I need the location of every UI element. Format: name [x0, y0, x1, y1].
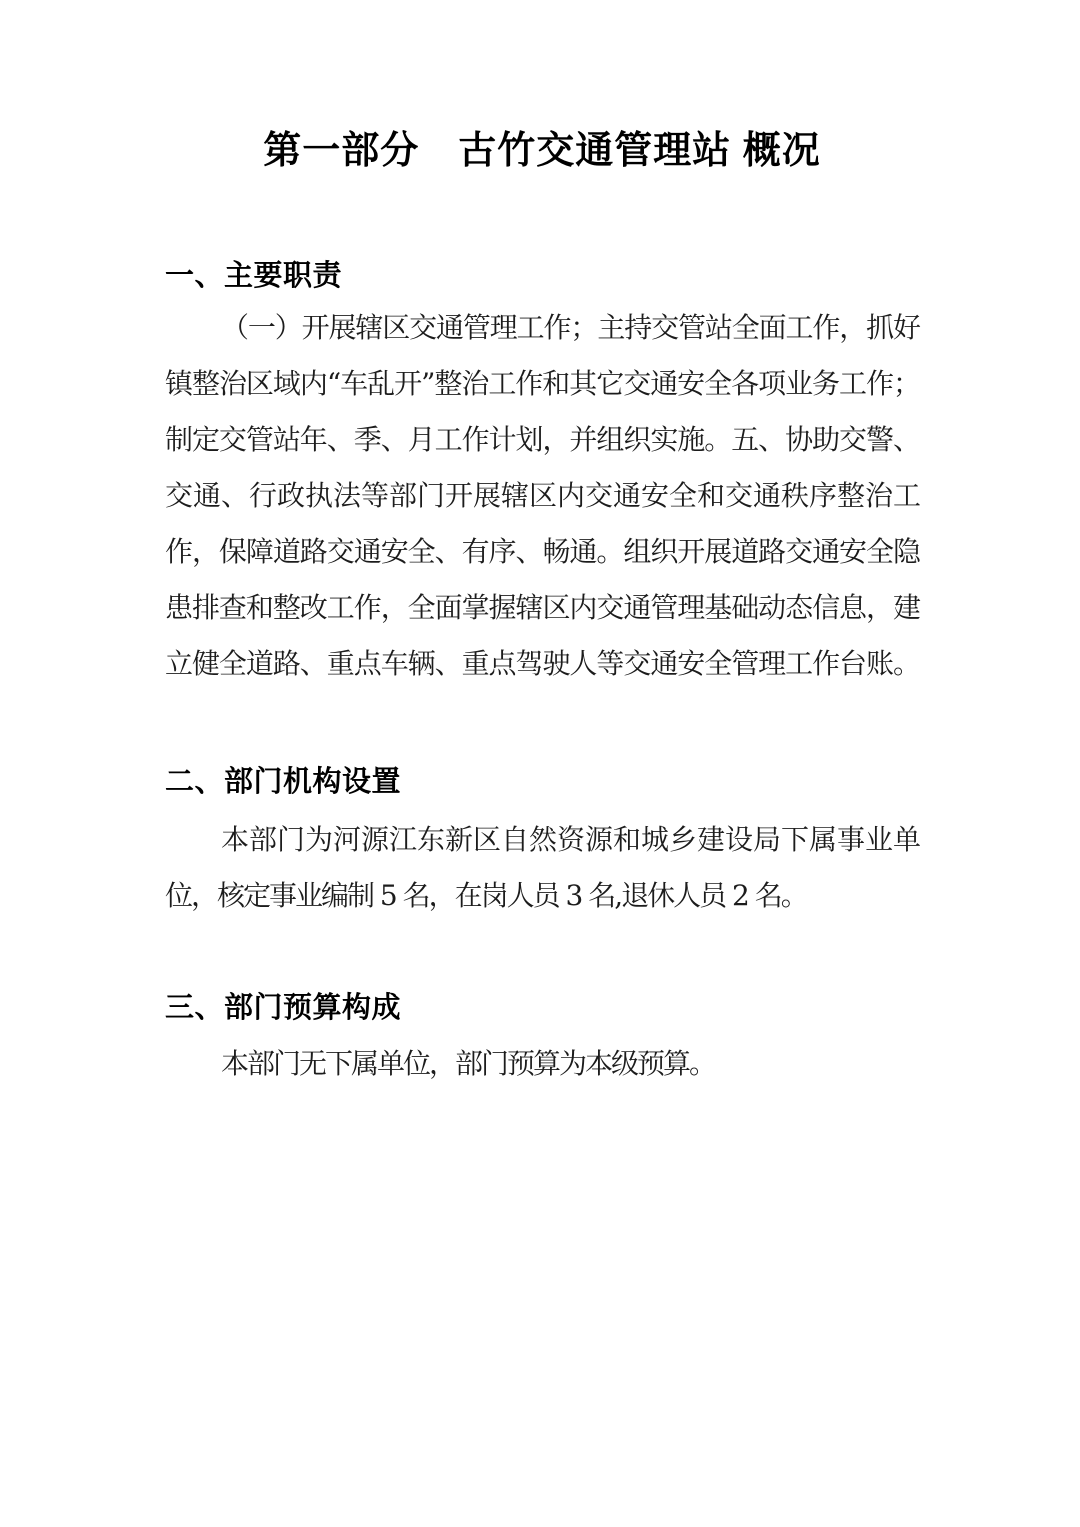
paragraph-line: 制定交管站年、季、月工作计划，并组织实施。五、协助交警、: [165, 423, 919, 456]
section-heading-main-duties: 一、主要职责: [165, 260, 343, 292]
section-main-duties: [165, 256, 919, 692]
paragraph-line: 本部门无下属单位，部门预算为本级预算。: [221, 1047, 716, 1080]
paragraph-line: 患排查和整改工作，全面掌握辖区内交通管理基础动态信息，建: [165, 591, 919, 624]
paragraph-line: （一）开展辖区交通管理工作；主持交管站全面工作，抓好: [221, 311, 919, 344]
paragraph-line: 作，保障道路交通安全、有序、畅通。组织开展道路交通安全隐: [165, 535, 919, 568]
paragraph-line: 本部门为河源江东新区自然资源和城乡建设局下属事业单: [221, 823, 919, 856]
section-paragraph-org-structure: [165, 812, 919, 924]
paragraph-line: 立健全道路、重点车辆、重点驾驶人等交通安全管理工作台账。: [165, 647, 919, 680]
section-paragraph-budget-composition: [165, 1036, 919, 1092]
document-title: 第一部分 古竹交通管理站 概况: [263, 130, 821, 172]
section-heading-budget-composition: 三、部门预算构成: [165, 992, 402, 1024]
section-heading-org-structure: 二、部门机构设置: [165, 766, 402, 798]
section-budget-composition: [165, 988, 919, 1092]
section-paragraph-main-duties: [165, 300, 919, 692]
paragraph-line: 交通、行政执法等部门开展辖区内交通安全和交通秩序整治工: [165, 479, 919, 512]
paragraph-line: 镇整治区域内“车乱开”整治工作和其它交通安全各项业务工作；: [165, 367, 919, 400]
section-org-structure: [165, 762, 919, 924]
page-content: [0, 126, 1080, 1092]
paragraph-line: 位，核定事业编制 5 名，在岗人员 3 名,退休人员 2 名。: [165, 879, 807, 912]
